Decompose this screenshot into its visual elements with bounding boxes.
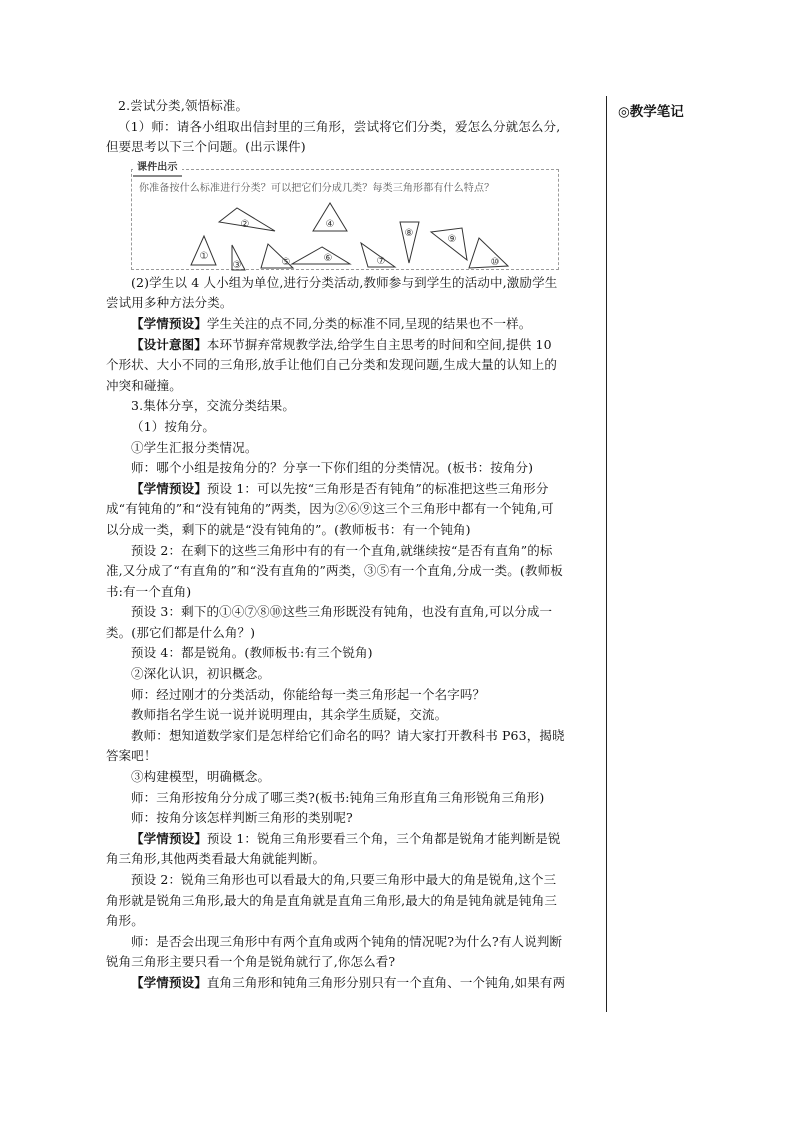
- figure-question: 你准备按什么标准进行分类？可以把它们分成几类？每类三角形都有什么特点？: [139, 182, 495, 194]
- triangle-label: ①: [199, 250, 209, 262]
- paragraph-text: 学生关注的点不同,分类的标准不同,呈现的结果也不一样。: [206, 315, 532, 331]
- paragraph: 师：哪个小组是按角分的？分享一下你们组的分类情况。(板书：按角分): [131, 460, 534, 476]
- paragraph-text: 预设 1：可以先按“三角形是否有钝角”的标准把这些三角形分成“有钝角的”和“没有钝角的”两类，因为②⑥⑨这三个三角形中都有一个钝角,可以分成一类，剩下的就是“没有钝角的”。(教师板书：有一个钝角): [106, 480, 554, 537]
- paragraph: （1）师：请各小组取出信封里的三角形，尝试将它们分类，爱怎么分就怎么分,但要思考以下三个问题。(出示课件): [106, 118, 561, 155]
- paragraph: [106, 973, 566, 994]
- section-heading: 2.尝试分类,领悟标准。: [118, 98, 249, 113]
- paragraph: 师：三角形按角分分成了哪三类?(板书:钝角三角形直角三角形锐角三角形): [131, 789, 545, 805]
- triangle-label: ⑩: [490, 256, 500, 268]
- paragraph: ②深化认识，初识概念。: [131, 666, 271, 682]
- paragraph: 师：经过刚才的分类活动，你能给每一类三角形起一个名字吗？: [131, 686, 486, 702]
- paragraph: ①学生汇报分类情况。: [131, 439, 258, 455]
- tag-label: 【学情预设】: [131, 974, 207, 990]
- paragraph: 教师：想知道数学家们是怎样给它们命名的吗？请大家打开教科书 P63，揭晓答案吧！: [106, 727, 565, 764]
- paragraph: 师：是否会出现三角形中有两个直角或两个钝角的情况呢?为什么?有人说判断锐角三角形主要只看一个角是锐角就行了,你怎么看?: [106, 933, 563, 970]
- courseware-figure: [131, 161, 560, 271]
- triangle-10: [469, 238, 508, 268]
- triangles-drawing: [131, 161, 560, 271]
- paragraph: 教师指名学生说一说并说明理由，其余学生质疑，交流。: [131, 707, 448, 723]
- paragraph: （1）按角分。: [131, 418, 216, 434]
- paragraph: 预设 2：锐角三角形也可以看最大的角,只要三角形中最大的角是锐角,这个三角形就是锐角三角形,最大的角是直角就是直角三角形,最大的角是钝角就是钝角三角形。: [106, 872, 557, 929]
- triangle-6: [292, 247, 350, 264]
- triangle-label: ⑤: [281, 256, 291, 268]
- paragraph-text: 本环节摒弃常规教学法,给学生自主思考的时间和空间,提供 10 个形状、大小不同的三角形,放手让他们自己分类和发现问题,生成大量的认知上的冲突和碰撞。: [106, 336, 557, 393]
- lesson-body: [106, 96, 566, 994]
- triangle-label: ⑨: [447, 233, 457, 245]
- paragraph: 预设 3：剩下的①④⑦⑧⑩这些三角形既没有钝角，也没有直角,可以分成一类。(那它们都是什么角？): [106, 604, 553, 640]
- paragraph-text: 直角三角形和钝角三角形分别只有一个直角、一个钝角,如果有两: [206, 974, 566, 990]
- teaching-notes-title: ◎教学笔记: [618, 104, 684, 120]
- paragraph: ③构建模型，明确概念。: [131, 769, 271, 785]
- paragraph: 预设 2：在剩下的这些三角形中有的有一个直角,就继续按“是否有直角”的标准,又分成了“有直角的”和“没有直角的”两类，③⑤有一个直角,分成一类。(教师板书:有一个直角): [106, 542, 563, 599]
- triangle-label: ②: [240, 218, 250, 230]
- paragraph: [106, 335, 566, 397]
- triangle-label: ⑦: [376, 255, 386, 267]
- triangle-label: ④: [325, 218, 335, 230]
- tag-label: 【学情预设】: [131, 830, 207, 846]
- paragraph: [106, 829, 566, 870]
- triangle-label: ⑧: [404, 227, 414, 239]
- triangle-label: ③: [232, 259, 242, 271]
- column-divider: [606, 96, 607, 1012]
- tag-label: 【设计意图】: [131, 336, 207, 352]
- paragraph-text: 预设 1：锐角三角形要看三个角，三个角都是锐角才能判断是锐角三角形,其他两类看最大角就能判断。: [106, 830, 561, 867]
- paragraph: [106, 314, 566, 335]
- triangle-label: ⑥: [323, 252, 333, 264]
- section-heading: 3.集体分享，交流分类结果。: [131, 398, 296, 414]
- tag-label: 【学情预设】: [131, 315, 207, 331]
- paragraph: 预设 4：都是锐角。(教师板书:有三个锐角): [131, 645, 373, 661]
- tag-label: 【学情预设】: [131, 480, 207, 496]
- paragraph: 师：按角分该怎样判断三角形的类别呢?: [131, 810, 353, 826]
- paragraph: (2)学生以 4 人小组为单位,进行分类活动,教师参与到学生的活动中,激励学生尝试用多种方法分类。: [106, 274, 558, 311]
- figure-caption: 课件出示: [133, 161, 182, 177]
- paragraph: [106, 479, 566, 541]
